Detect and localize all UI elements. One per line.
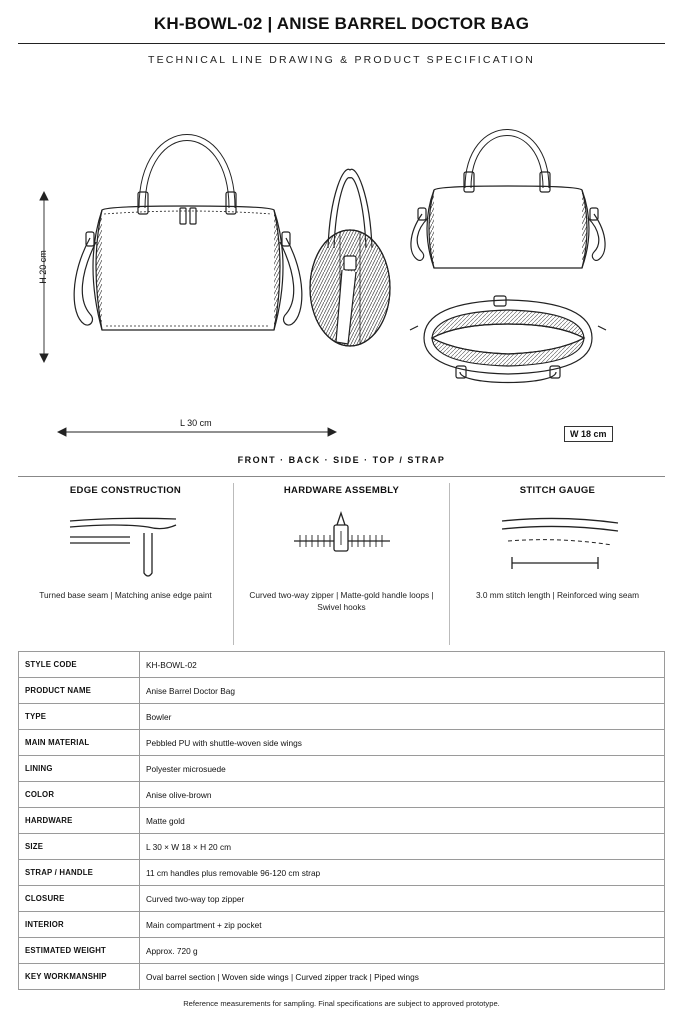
spec-value: 11 cm handles plus removable 96-120 cm strap xyxy=(140,860,665,886)
spec-label: COLOR xyxy=(19,782,140,808)
detail-caption: 3.0 mm stitch length | Reinforced wing seam xyxy=(475,590,640,600)
zipper-diagram xyxy=(234,507,449,587)
spec-label: HARDWARE xyxy=(19,808,140,834)
detail-title: EDGE CONSTRUCTION xyxy=(69,485,182,496)
spec-value: Anise Barrel Doctor Bag xyxy=(140,678,665,704)
spec-value: Approx. 720 g xyxy=(140,938,665,964)
page-title: KH-BOWL-02 | ANISE BARREL DOCTOR BAG xyxy=(153,14,530,33)
front-view xyxy=(74,138,302,331)
table-row xyxy=(19,652,665,678)
specification-table xyxy=(18,651,665,990)
spec-label: PRODUCT NAME xyxy=(19,678,140,704)
views-label: FRONT · BACK · SIDE · TOP / STRAP xyxy=(237,455,446,465)
spec-value: Main compartment + zip pocket xyxy=(140,912,665,938)
footer-note: Reference measurements for sampling. Final specifications are subject to approved prototype. xyxy=(183,999,500,1008)
detail-title: HARDWARE ASSEMBLY xyxy=(283,485,400,496)
length-dimension-line xyxy=(58,428,336,436)
title-divider xyxy=(18,43,665,44)
spec-value: Pebbled PU with shuttle-woven side wings xyxy=(140,730,665,756)
spec-label: KEY WORKMANSHIP xyxy=(19,964,140,990)
spec-label: LINING xyxy=(19,756,140,782)
spec-value: KH-BOWL-02 xyxy=(140,652,665,678)
side-view xyxy=(310,169,390,346)
spec-label: ESTIMATED WEIGHT xyxy=(19,938,140,964)
spec-value: Oval barrel section | Woven side wings | Curved zipper track | Piped wings xyxy=(140,964,665,990)
spec-value: L 30 × W 18 × H 20 cm xyxy=(140,834,665,860)
spec-label: STRAP / HANDLE xyxy=(19,860,140,886)
table-row xyxy=(19,756,665,782)
technical-drawing xyxy=(18,74,665,472)
table-row xyxy=(19,860,665,886)
table-row xyxy=(19,834,665,860)
length-dimension-label: L 30 cm xyxy=(180,418,212,428)
spec-label: CLOSURE xyxy=(19,886,140,912)
table-row xyxy=(19,912,665,938)
height-dimension-label: H 20 cm xyxy=(37,250,48,284)
detail-title: STITCH GAUGE xyxy=(519,485,596,496)
back-view xyxy=(411,133,605,269)
top-view xyxy=(410,296,606,383)
spec-value: Polyester microsuede xyxy=(140,756,665,782)
spec-value: Anise olive-brown xyxy=(140,782,665,808)
spec-value: Curved two-way top zipper xyxy=(140,886,665,912)
table-row xyxy=(19,938,665,964)
table-row xyxy=(19,704,665,730)
spec-label: TYPE xyxy=(19,704,140,730)
spec-label: MAIN MATERIAL xyxy=(19,730,140,756)
table-row xyxy=(19,808,665,834)
detail-stitch-gauge xyxy=(450,477,665,645)
table-row xyxy=(19,782,665,808)
spec-value: Matte gold xyxy=(140,808,665,834)
width-dimension-badge: W 18 cm xyxy=(564,426,613,442)
spec-label: INTERIOR xyxy=(19,912,140,938)
detail-edge-construction xyxy=(18,477,233,645)
edge-construction-diagram xyxy=(18,507,233,587)
spec-label: STYLE CODE xyxy=(19,652,140,678)
detail-hardware-assembly xyxy=(234,477,449,645)
spec-label: SIZE xyxy=(19,834,140,860)
construction-details xyxy=(18,476,665,645)
stitch-gauge-diagram xyxy=(450,507,665,587)
table-row xyxy=(19,678,665,704)
table-row xyxy=(19,964,665,990)
table-row xyxy=(19,886,665,912)
spec-value: Bowler xyxy=(140,704,665,730)
detail-caption: Turned base seam | Matching anise edge paint xyxy=(39,590,212,600)
table-row xyxy=(19,730,665,756)
technical-drawing-panel xyxy=(18,74,665,472)
detail-caption: Curved two-way zipper | Matte-gold handle loops | Swivel hooks xyxy=(249,590,434,612)
page-subtitle: TECHNICAL LINE DRAWING & PRODUCT SPECIFICATION xyxy=(147,54,536,66)
